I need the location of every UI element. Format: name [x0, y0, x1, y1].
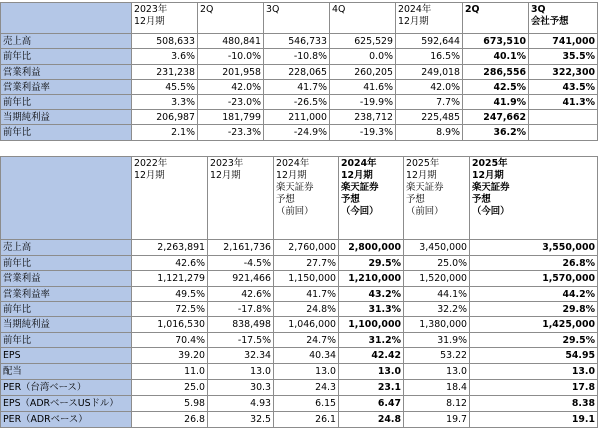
row-label: 営業利益率 — [1, 287, 132, 302]
data-cell: 41.3% — [529, 95, 598, 110]
table-row — [1, 302, 598, 317]
row-label: 前年比 — [1, 125, 132, 141]
data-cell: 4.93 — [208, 396, 274, 412]
column-header: 2024年 12月期 — [396, 3, 463, 34]
data-cell: 39.20 — [132, 348, 208, 364]
data-cell: 26.8% — [470, 256, 598, 271]
data-cell: 508,633 — [132, 34, 198, 49]
row-label: 前年比 — [1, 302, 132, 317]
data-cell: 24.3 — [274, 380, 339, 396]
data-cell: 286,556 — [463, 65, 529, 80]
data-cell — [529, 110, 598, 125]
data-cell: 206,987 — [132, 110, 198, 125]
data-cell: 27.7% — [274, 256, 339, 271]
data-cell: 42.42 — [339, 348, 404, 364]
header-row — [1, 3, 598, 34]
data-cell: 1,150,000 — [274, 271, 339, 287]
column-header: 2Q — [198, 3, 264, 34]
data-cell: -4.5% — [208, 256, 274, 271]
data-cell: 238,712 — [330, 110, 396, 125]
data-cell: 2,800,000 — [339, 240, 404, 256]
column-header: 2023年 12月期 — [132, 3, 198, 34]
data-cell: 25.0 — [132, 380, 208, 396]
data-cell: 838,498 — [208, 317, 274, 333]
data-cell: 592,644 — [396, 34, 463, 49]
table-row — [1, 380, 598, 396]
data-cell: 41.7% — [274, 287, 339, 302]
data-cell: 19.7 — [404, 412, 470, 428]
table-row — [1, 271, 598, 287]
data-cell: 41.6% — [330, 80, 396, 95]
data-cell: 29.8% — [470, 302, 598, 317]
table-row — [1, 412, 598, 428]
data-cell: 1,210,000 — [339, 271, 404, 287]
data-cell: 53.22 — [404, 348, 470, 364]
data-cell: 2.1% — [132, 125, 198, 141]
column-header: 2025年 12月期 楽天証券 予想 （前回） — [404, 157, 470, 240]
data-cell: 247,662 — [463, 110, 529, 125]
data-cell: 44.2% — [470, 287, 598, 302]
data-cell: 625,529 — [330, 34, 396, 49]
data-cell: 26.1 — [274, 412, 339, 428]
data-cell: 24.8% — [274, 302, 339, 317]
data-cell: 741,000 — [529, 34, 598, 49]
data-cell: 3.6% — [132, 49, 198, 65]
row-label: 配当 — [1, 364, 132, 380]
row-label: 当期純利益 — [1, 317, 132, 333]
data-cell: 31.2% — [339, 333, 404, 348]
table-row — [1, 110, 598, 125]
data-cell: 921,466 — [208, 271, 274, 287]
row-label: 営業利益 — [1, 271, 132, 287]
data-cell: 40.34 — [274, 348, 339, 364]
data-cell: -23.0% — [198, 95, 264, 110]
data-cell: 1,570,000 — [470, 271, 598, 287]
data-cell: 1,425,000 — [470, 317, 598, 333]
data-cell: 8.9% — [396, 125, 463, 141]
data-cell: 1,016,530 — [132, 317, 208, 333]
data-cell: 2,161,736 — [208, 240, 274, 256]
data-cell: 30.3 — [208, 380, 274, 396]
column-header: 4Q — [330, 3, 396, 34]
data-cell: 41.9% — [463, 95, 529, 110]
table-row — [1, 65, 598, 80]
data-cell: 8.38 — [470, 396, 598, 412]
data-cell: 23.1 — [339, 380, 404, 396]
data-cell: 42.0% — [396, 80, 463, 95]
column-header: 3Q 会社予想 — [529, 3, 598, 34]
data-cell: 2,760,000 — [274, 240, 339, 256]
data-cell: 3.3% — [132, 95, 198, 110]
data-cell: 13.0 — [339, 364, 404, 380]
table-row — [1, 95, 598, 110]
data-cell: 13.0 — [208, 364, 274, 380]
data-cell: 3,450,000 — [404, 240, 470, 256]
table-row — [1, 240, 598, 256]
data-cell: 31.9% — [404, 333, 470, 348]
data-cell: -26.5% — [264, 95, 330, 110]
column-header — [1, 157, 132, 240]
column-header: 2024年 12月期 楽天証券 予想 （今回） — [339, 157, 404, 240]
data-cell: 1,046,000 — [274, 317, 339, 333]
column-header — [1, 3, 132, 34]
data-cell: 673,510 — [463, 34, 529, 49]
data-cell — [529, 125, 598, 141]
row-label: PER（ADRベース） — [1, 412, 132, 428]
column-header: 2023年 12月期 — [208, 157, 274, 240]
table-row — [1, 364, 598, 380]
data-cell: 260,205 — [330, 65, 396, 80]
data-cell: 546,733 — [264, 34, 330, 49]
row-label: 前年比 — [1, 333, 132, 348]
data-cell: 231,238 — [132, 65, 198, 80]
data-cell: 40.1% — [463, 49, 529, 65]
data-cell: 1,100,000 — [339, 317, 404, 333]
table-row — [1, 396, 598, 412]
data-cell: 6.15 — [274, 396, 339, 412]
row-label: EPS — [1, 348, 132, 364]
data-cell: 54.95 — [470, 348, 598, 364]
table-row — [1, 348, 598, 364]
table-row — [1, 34, 598, 49]
data-cell: 43.5% — [529, 80, 598, 95]
row-label: 前年比 — [1, 49, 132, 65]
data-cell: 42.6% — [132, 256, 208, 271]
data-cell: 13.0 — [404, 364, 470, 380]
table-row — [1, 287, 598, 302]
data-cell: -17.5% — [208, 333, 274, 348]
row-label: 前年比 — [1, 256, 132, 271]
row-label: 前年比 — [1, 95, 132, 110]
data-cell: 42.5% — [463, 80, 529, 95]
data-cell: -19.9% — [330, 95, 396, 110]
data-cell: 32.2% — [404, 302, 470, 317]
data-cell: 1,520,000 — [404, 271, 470, 287]
data-cell: -19.3% — [330, 125, 396, 141]
data-cell: 13.0 — [470, 364, 598, 380]
data-cell: 0.0% — [330, 49, 396, 65]
data-cell: 29.5% — [470, 333, 598, 348]
quarterly-results-table — [0, 2, 598, 141]
data-cell: 70.4% — [132, 333, 208, 348]
data-cell: -10.8% — [264, 49, 330, 65]
data-cell: 24.8 — [339, 412, 404, 428]
data-cell: 72.5% — [132, 302, 208, 317]
data-cell: 13.0 — [274, 364, 339, 380]
column-header: 2025年 12月期 楽天証券 予想 （今回） — [470, 157, 598, 240]
data-cell: -23.3% — [198, 125, 264, 141]
data-cell: 42.6% — [208, 287, 274, 302]
data-cell: 480,841 — [198, 34, 264, 49]
data-cell: 1,380,000 — [404, 317, 470, 333]
data-cell: 36.2% — [463, 125, 529, 141]
data-cell: 18.4 — [404, 380, 470, 396]
data-cell: 7.7% — [396, 95, 463, 110]
data-cell: 43.2% — [339, 287, 404, 302]
row-label: 売上高 — [1, 34, 132, 49]
data-cell: 3,550,000 — [470, 240, 598, 256]
data-cell: 249,018 — [396, 65, 463, 80]
data-cell: 19.1 — [470, 412, 598, 428]
data-cell: 35.5% — [529, 49, 598, 65]
data-cell: 6.47 — [339, 396, 404, 412]
data-cell: 228,065 — [264, 65, 330, 80]
data-cell: 25.0% — [404, 256, 470, 271]
row-label: PER（台湾ベース） — [1, 380, 132, 396]
header-row — [1, 157, 598, 240]
data-cell: 41.7% — [264, 80, 330, 95]
data-cell: 181,799 — [198, 110, 264, 125]
data-cell: 1,121,279 — [132, 271, 208, 287]
table-row — [1, 317, 598, 333]
column-header: 3Q — [264, 3, 330, 34]
table-row — [1, 80, 598, 95]
row-label: 営業利益率 — [1, 80, 132, 95]
annual-forecast-table — [0, 156, 598, 428]
data-cell: -24.9% — [264, 125, 330, 141]
data-cell: 24.7% — [274, 333, 339, 348]
data-cell: 44.1% — [404, 287, 470, 302]
table-row — [1, 333, 598, 348]
row-label: 売上高 — [1, 240, 132, 256]
data-cell: 32.34 — [208, 348, 274, 364]
data-cell: 8.12 — [404, 396, 470, 412]
column-header: 2022年 12月期 — [132, 157, 208, 240]
data-cell: 29.5% — [339, 256, 404, 271]
data-cell: -10.0% — [198, 49, 264, 65]
table-row — [1, 256, 598, 271]
data-cell: 2,263,891 — [132, 240, 208, 256]
data-cell: 201,958 — [198, 65, 264, 80]
data-cell: 322,300 — [529, 65, 598, 80]
row-label: EPS（ADRベースUSドル） — [1, 396, 132, 412]
data-cell: 31.3% — [339, 302, 404, 317]
data-cell: 26.8 — [132, 412, 208, 428]
row-label: 当期純利益 — [1, 110, 132, 125]
column-header: 2024年 12月期 楽天証券 予想 （前回） — [274, 157, 339, 240]
data-cell: 5.98 — [132, 396, 208, 412]
table-row — [1, 125, 598, 141]
data-cell: 42.0% — [198, 80, 264, 95]
data-cell: 32.5 — [208, 412, 274, 428]
data-cell: 225,485 — [396, 110, 463, 125]
table-row — [1, 49, 598, 65]
data-cell: 45.5% — [132, 80, 198, 95]
data-cell: 11.0 — [132, 364, 208, 380]
column-header: 2Q — [463, 3, 529, 34]
row-label: 営業利益 — [1, 65, 132, 80]
data-cell: 211,000 — [264, 110, 330, 125]
data-cell: 17.8 — [470, 380, 598, 396]
data-cell: -17.8% — [208, 302, 274, 317]
data-cell: 49.5% — [132, 287, 208, 302]
data-cell: 16.5% — [396, 49, 463, 65]
